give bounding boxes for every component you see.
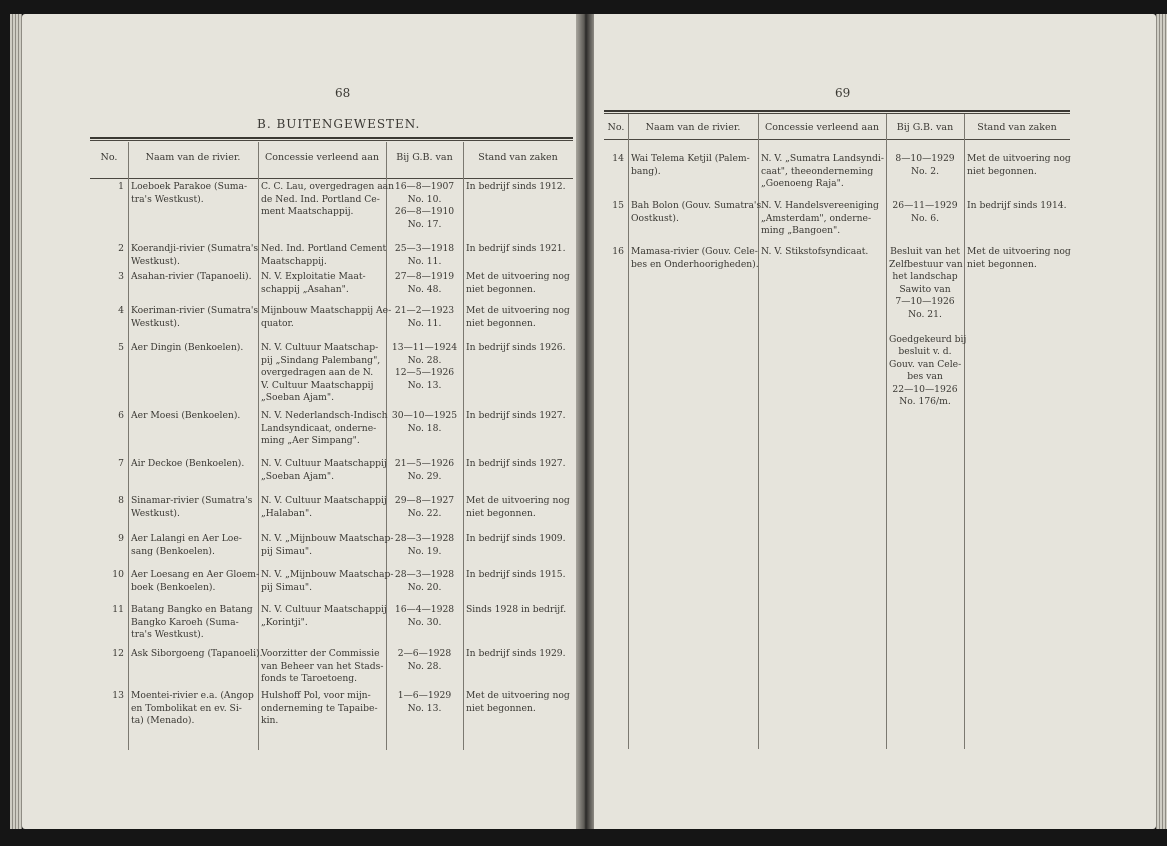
cell-naam: Ask Siborgoeng (Tapanoeli). [131, 648, 263, 659]
cell-stand: Met de uitvoering nog niet begonnen. [466, 271, 570, 295]
right-page-edges [1156, 14, 1167, 829]
cell-naam: Loeboek Parakoe (Suma- tra's Westkust). [131, 181, 248, 205]
header-naam: Naam van de rivier. [645, 122, 741, 133]
cell-concessie: C. C. Lau, overgedragen aan de Ned. Ind. Portland Ce- ment Maatschappij. [261, 181, 395, 217]
cell-naam: Batang Bangko en Batang Bangko Karoeh (Suma- tra's Westkust). [131, 604, 253, 640]
cell-stand: In bedrijf sinds 1914. [967, 200, 1067, 211]
cell-no: 16 [612, 246, 624, 257]
cell-gb: 27—8—1919 No. 48. [394, 271, 455, 295]
cell-naam: Air Deckoe (Benkoelen). [131, 458, 245, 469]
cell-concessie: N. V. Exploitatie Maat- schappij „Asahan". [261, 271, 366, 295]
cell-gb: 8—10—1929 No. 2. [895, 153, 955, 177]
cell-stand: In bedrijf sinds 1929. [466, 648, 566, 659]
column-divider [628, 114, 629, 749]
cell-no: 11 [112, 604, 124, 615]
cell-gb: 16—8—1907 No. 10. 26—8—1910 No. 17. [394, 181, 455, 230]
cell-stand: In bedrijf sinds 1921. [466, 243, 566, 254]
cell-gb: 21—2—1923 No. 11. [394, 305, 455, 329]
cell-stand: Met de uitvoering nog niet begonnen. [967, 246, 1071, 270]
cell-concessie: N. V. Stikstofsyndicaat. [761, 246, 869, 257]
cell-naam: Wai Telema Ketjil (Palem- bang). [631, 153, 750, 177]
right-page [590, 14, 1156, 829]
cell-stand: Met de uitvoering nog niet begonnen. [466, 690, 570, 714]
cell-concessie: N. V. Handelsvereeniging „Amsterdam", onderne- ming „Bangoen". [761, 200, 879, 236]
cell-concessie: N. V. „Mijnbouw Maatschap- pij Simau". [261, 569, 394, 593]
cell-stand: In bedrijf sinds 1909. [466, 533, 566, 544]
cell-gb: 16—4—1928 No. 30. [394, 604, 455, 628]
cell-stand: Sinds 1928 in bedrijf. [466, 604, 567, 615]
cell-no: 1 [118, 181, 124, 192]
cell-gb: 26—11—1929 No. 6. [892, 200, 958, 224]
cell-naam: Moentei-rivier e.a. (Angop en Tombolikat en ev. Si- ta) (Menado). [131, 690, 254, 726]
cell-concessie: N. V. „Sumatra Landsyndi- caat", theeonderneming „Goenoeng Raja". [761, 153, 884, 189]
cell-naam: Aer Dingin (Benkoelen). [131, 342, 244, 353]
table-header-rule [604, 139, 1070, 140]
header-no: No. [607, 122, 625, 133]
cell-naam: Aer Lalangi en Aer Loe- sang (Benkoelen). [131, 533, 242, 557]
cell-concessie: Ned. Ind. Portland Cement Maatschappij. [261, 243, 387, 267]
table-top-rule [90, 137, 573, 139]
cell-naam: Mamasa-rivier (Gouv. Cele- bes en Onderhoorigheden). [631, 246, 759, 270]
cell-gb: Besluit van het Zelfbestuur van het landschap Sawito van 7—10—1926 No. 21. Goedgekeurd bij besluit v. d. Gouv. van Cele- bes van 22—10—1926 No. 176/m. [889, 246, 967, 407]
cell-gb: 25—3—1918 No. 11. [394, 243, 455, 267]
cell-no: 3 [118, 271, 124, 282]
table-top-rule-thin [604, 113, 1070, 114]
cell-stand: Met de uitvoering nog niet begonnen. [967, 153, 1071, 177]
cell-gb: 21—5—1926 No. 29. [394, 458, 455, 482]
cell-concessie: N. V. Cultuur Maatschappij „Halaban". [261, 495, 387, 519]
cell-no: 12 [112, 648, 124, 659]
cell-naam: Asahan-rivier (Tapanoeli). [131, 271, 252, 282]
left-page [22, 14, 580, 829]
column-divider [386, 142, 387, 750]
cell-no: 2 [118, 243, 124, 254]
cell-no: 15 [612, 200, 624, 211]
cell-gb: 2—6—1928 No. 28. [397, 648, 452, 672]
section-title: B. BUITENGEWESTEN. [257, 117, 421, 131]
cell-no: 10 [112, 569, 124, 580]
header-gb: Bij G.B. van [896, 122, 954, 133]
table-top-rule [604, 110, 1070, 112]
cell-gb: 1—6—1929 No. 13. [397, 690, 452, 714]
header-naam: Naam van de rivier. [145, 152, 241, 163]
cell-gb: 13—11—1924 No. 28. 12—5—1926 No. 13. [391, 342, 458, 391]
cell-no: 4 [118, 305, 124, 316]
column-divider [886, 114, 887, 749]
header-stand: Stand van zaken [478, 152, 558, 163]
page-number: 69 [835, 86, 851, 100]
cell-stand: In bedrijf sinds 1912. [466, 181, 566, 192]
cell-concessie: N. V. „Mijnbouw Maatschap- pij Simau". [261, 533, 394, 557]
cell-gb: 28—3—1928 No. 20. [394, 569, 455, 593]
column-divider [128, 142, 129, 750]
cell-concessie: N. V. Nederlandsch-Indisch Landsyndicaat, onderne- ming „Aer Simpang". [261, 410, 388, 446]
header-stand: Stand van zaken [977, 122, 1057, 133]
cell-no: 13 [112, 690, 124, 701]
cell-concessie: N. V. Cultuur Maatschappij „Soeban Ajam". [261, 458, 387, 482]
cell-stand: In bedrijf sinds 1927. [466, 458, 566, 469]
cell-stand: In bedrijf sinds 1915. [466, 569, 566, 580]
column-divider [463, 142, 464, 750]
table-top-rule-thin [90, 140, 573, 141]
header-concessie: Concessie verleend aan [265, 152, 379, 163]
cell-naam: Aer Loesang en Aer Gloem- boek (Benkoelen). [131, 569, 260, 593]
cell-concessie: Voorzitter der Commissie van Beheer van het Stads- fonds te Taroetoeng. [261, 648, 384, 684]
cell-no: 7 [118, 458, 124, 469]
cell-naam: Koerandji-rivier (Sumatra's Westkust). [131, 243, 259, 267]
cell-naam: Bah Bolon (Gouv. Sumatra's Oostkust). [631, 200, 762, 224]
table-header-rule [90, 178, 573, 179]
cell-stand: In bedrijf sinds 1926. [466, 342, 566, 353]
cell-stand: Met de uitvoering nog niet begonnen. [466, 495, 570, 519]
cell-concessie: N. V. Cultuur Maatschap- pij „Sindang Palembang", overgedragen aan de N. V. Cultuur Maatschappij „Soeban Ajam". [261, 342, 381, 403]
cell-no: 6 [118, 410, 124, 421]
header-gb: Bij G.B. van [396, 152, 453, 163]
cell-stand: In bedrijf sinds 1927. [466, 410, 566, 421]
cell-concessie: Mijnbouw Maatschappij Ae- quator. [261, 305, 392, 329]
cell-naam: Koeriman-rivier (Sumatra's Westkust). [131, 305, 259, 329]
cell-gb: 28—3—1928 No. 19. [394, 533, 455, 557]
column-divider [964, 114, 965, 749]
page-number: 68 [335, 86, 351, 100]
cell-concessie: Hulshoff Pol, voor mijn- onderneming te Tapaibe- kin. [261, 690, 378, 726]
cell-no: 5 [118, 342, 124, 353]
header-concessie: Concessie verleend aan [765, 122, 879, 133]
cell-naam: Aer Moesi (Benkoelen). [131, 410, 241, 421]
cell-gb: 30—10—1925 No. 18. [391, 410, 458, 434]
left-page-edges [10, 14, 22, 829]
cell-concessie: N. V. Cultuur Maatschappij „Korintji". [261, 604, 387, 628]
header-no: No. [100, 152, 118, 163]
cell-no: 14 [612, 153, 624, 164]
cell-no: 8 [118, 495, 124, 506]
cell-naam: Sinamar-rivier (Sumatra's Westkust). [131, 495, 253, 519]
book-spine [576, 14, 594, 829]
cell-stand: Met de uitvoering nog niet begonnen. [466, 305, 570, 329]
cell-gb: 29—8—1927 No. 22. [394, 495, 455, 519]
cell-no: 9 [118, 533, 124, 544]
